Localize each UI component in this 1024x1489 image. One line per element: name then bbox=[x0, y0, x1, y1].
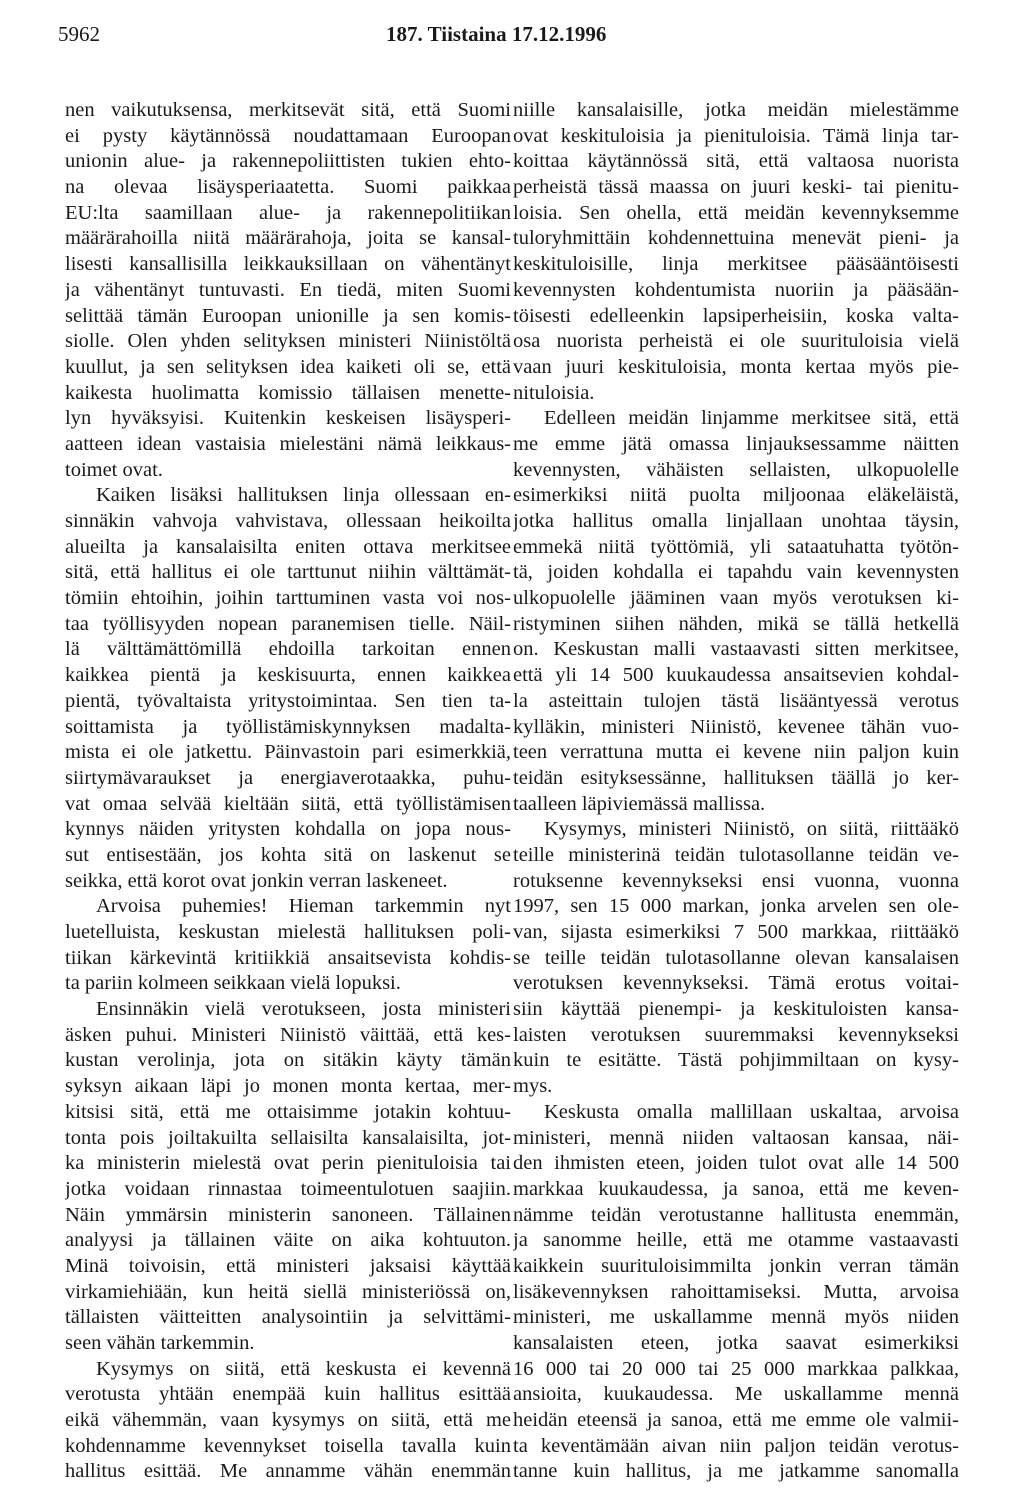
text-line: Arvoisa puhemies! Hieman tarkemmin nyt bbox=[96, 895, 511, 918]
text-line: osa nuorista perheistä ei ole suurituloisia vielä bbox=[513, 330, 959, 353]
text-line: siin käyttää pienempi- ja keskituloisten kansa- bbox=[513, 998, 959, 1021]
text-line: lä välttämättömillä ehdoilla tarkoitan ennen bbox=[65, 638, 511, 661]
text-line: pientä, työvaltaista yritystoimintaa. Sen tien ta- bbox=[65, 689, 511, 712]
text-line: nituloisia. bbox=[513, 381, 595, 404]
text-line: keskituloisille, linja merkitsee pääsääntöisesti bbox=[513, 253, 959, 276]
text-line: soittamista ja työllistämiskynnyksen madalta- bbox=[65, 715, 511, 738]
text-line: tällaisten väitteitten analysointiin ja selvittämi- bbox=[65, 1306, 511, 1329]
text-line: kaikesta huolimatta komissio tällaisen menette- bbox=[65, 381, 511, 404]
text-line: tuloryhmittäin kohdennettuina menevät pieni- ja bbox=[513, 227, 959, 250]
text-line: vat omaa selvää kieltään siitä, että työllistämisen bbox=[65, 792, 511, 815]
text-line: Kaiken lisäksi hallituksen linja ollessaan en- bbox=[96, 484, 511, 507]
text-line: kylläkin, ministeri Niinistö, kevenee tähän vuo- bbox=[513, 715, 959, 738]
text-line: vaan juuri keskituloisia, monta kertaa myös pie- bbox=[513, 355, 959, 378]
text-line: markkaa kuukaudessa, ja sanoa, että me keven- bbox=[513, 1177, 959, 1200]
text-line: kustan verolinja, jota on sitäkin käyty tämän bbox=[65, 1049, 511, 1072]
text-line: lisäkevennyksen rahoittamiseksi. Mutta, arvoisa bbox=[513, 1280, 959, 1303]
text-line: äsken puhui. Ministeri Niinistö väittää, että kes- bbox=[65, 1023, 511, 1046]
text-line: verotuksen kevennykseksi. Tämä erotus voitai- bbox=[513, 972, 959, 995]
text-line: tonta pois joiltakuilta sellaisilta kansalaisilta, jot- bbox=[65, 1126, 511, 1149]
text-line: koittaa käytännössä sitä, että valtaosa nuorista bbox=[513, 150, 959, 173]
text-line: teen verrattuna mutta ei kevene niin paljon kuin bbox=[513, 741, 959, 764]
text-line: että yli 14 500 kuukaudessa ansaitsevien kohdal- bbox=[513, 664, 959, 687]
text-line: nämme teidän verotustanne hallitusta enemmän, bbox=[513, 1203, 959, 1226]
text-line: kevennysten kohdentumista nuoriin ja pääsään- bbox=[513, 278, 959, 301]
text-line: eikä vähemmän, vaan kysymys on siitä, että me bbox=[65, 1409, 511, 1432]
text-line: toimet ovat. bbox=[65, 458, 163, 481]
text-line: perheistä tässä maassa on juuri keski- tai pienitu- bbox=[513, 176, 959, 199]
page-number: 5962 bbox=[58, 22, 100, 46]
text-line: unionin alue- ja rakennepoliittisten tukien ehto- bbox=[65, 150, 511, 173]
running-head: 187. Tiistaina 17.12.1996 bbox=[386, 22, 607, 46]
text-line: emmekä niitä työttömiä, yli sataatuhatta työtön- bbox=[513, 535, 959, 558]
text-line: seen vähän tarkemmin. bbox=[65, 1332, 255, 1354]
text-line: heidän eteensä ja sanoa, että me emme ole valmii- bbox=[513, 1409, 959, 1432]
text-line: lisesti kansallisilla leikkauksillaan on vähentänyt bbox=[65, 253, 511, 276]
text-line: lyn hyväksyisi. Kuitenkin keskeisen lisäysperi- bbox=[65, 407, 511, 430]
text-line: 16 000 tai 20 000 tai 25 000 markkaa palkkaa, bbox=[513, 1357, 959, 1380]
text-line: mys. bbox=[513, 1075, 553, 1098]
text-line: seikka, että korot ovat jonkin verran laskeneet. bbox=[65, 869, 448, 892]
text-line: siolle. Olen yhden selityksen ministeri Niinistöltä bbox=[65, 330, 511, 353]
text-line: kevennysten, vähäisten sellaisten, ulkopuolelle bbox=[513, 458, 959, 481]
text-line: sitä, että hallitus ei ole tarttunut niihin välttämät- bbox=[65, 561, 511, 584]
text-line: EU:lta saamillaan alue- ja rakennepolitiikan bbox=[65, 201, 511, 224]
text-line: kuullut, ja sen selityksen idea kaiketi oli se, että bbox=[65, 355, 511, 378]
text-line: siirtymävaraukset ja energiaverotaakka, puhu- bbox=[65, 766, 511, 789]
text-column-right bbox=[513, 98, 959, 1485]
text-line: me emme jätä omassa linjauksessamme näitten bbox=[513, 432, 959, 455]
text-line: den ihmisten eteen, joiden tulot ovat alle 14 500 bbox=[513, 1152, 959, 1175]
text-line: ta pariin kolmeen seikkaan vielä lopuksi. bbox=[65, 972, 401, 995]
text-line: tä, joiden kohdalla ei tapahdu vain kevennysten bbox=[513, 561, 959, 584]
text-line: kuin te esitätte. Tästä pohjimmiltaan on kysy- bbox=[513, 1049, 959, 1072]
text-line: alueilta ja kansalaisilta eniten ottava merkitsee bbox=[65, 535, 511, 558]
text-line: verotusta yhtään enempää kuin hallitus esittää bbox=[65, 1383, 511, 1406]
text-line: se teille teidän tulotasollanne olevan kansalaisen bbox=[513, 946, 959, 969]
text-line: teidän esityksessänne, hallituksen täällä jo ker- bbox=[513, 766, 959, 789]
text-line: sut entisestään, jos kohta sitä on laskenut se bbox=[65, 843, 511, 866]
text-line: van, sijasta esimerkiksi 7 500 markkaa, riittääkö bbox=[513, 921, 959, 943]
text-line: kohdennamme kevennykset toisella tavalla kuin bbox=[65, 1434, 511, 1457]
text-line: jotka voidaan rinnastaa toimeentulotuen saajiin. bbox=[65, 1177, 511, 1200]
text-line: syksyn aikaan läpi jo monen monta kertaa, mer- bbox=[65, 1075, 511, 1098]
text-line: kaikkein suurituloisimmilta jonkin verran tämän bbox=[513, 1254, 959, 1277]
text-line: ja vähentänyt tuntuvasti. En tiedä, miten Suomi bbox=[65, 278, 511, 301]
text-line: aatteen idean vastaisia mielestäni nämä leikkaus- bbox=[65, 432, 511, 455]
text-line: Keskusta omalla mallillaan uskaltaa, arvoisa bbox=[544, 1100, 959, 1123]
text-line: kaikkea pientä ja keskisuurta, ennen kaikkea bbox=[65, 664, 511, 687]
text-line: analyysi ja tällainen väite on aika kohtuuton. bbox=[65, 1229, 511, 1252]
text-line: ministeri, me uskallamme mennä myös niiden bbox=[513, 1306, 959, 1329]
text-line: esimerkiksi niitä puolta miljoonaa eläkeläistä, bbox=[513, 484, 959, 507]
text-line: niille kansalaisille, jotka meidän mielestämme bbox=[513, 99, 959, 121]
text-line: luetelluista, keskustan mielestä hallituksen poli- bbox=[65, 921, 511, 943]
text-line: ja sanomme heille, että me otamme vastaavasti bbox=[513, 1229, 959, 1252]
text-line: rotuksenne kevennykseksi ensi vuonna, vuonna bbox=[513, 869, 959, 892]
text-line: ministeri, mennä niiden valtaosan kansaa, näi- bbox=[513, 1126, 959, 1149]
text-line: ovat keskituloisia ja pienituloisia. Tämä linja tar- bbox=[513, 124, 959, 147]
text-line: töisesti edelleenkin lapsiperheisiin, koska valta- bbox=[513, 304, 959, 327]
text-line: on. Keskustan malli vastaavasti sitten merkitsee, bbox=[513, 638, 959, 661]
text-line: nen vaikutuksensa, merkitsevät sitä, että Suomi bbox=[65, 99, 511, 121]
text-line: ulkopuolelle jääminen vaan myös verotuksen ki- bbox=[513, 587, 959, 610]
text-line: kitsisi sitä, että me ottaisimme jotakin kohtuu- bbox=[65, 1100, 511, 1123]
text-line: taa työllisyyden nopean paranemisen tielle. Näil- bbox=[65, 612, 511, 635]
text-line: taalleen läpiviemässä mallissa. bbox=[513, 792, 766, 815]
text-line: tanne kuin hallitus, ja me jatkamme sanomalla bbox=[513, 1460, 959, 1483]
page-header bbox=[0, 22, 1024, 52]
text-line: jotka hallitus omalla linjallaan unohtaa täysin, bbox=[513, 510, 959, 532]
text-line: ansioita, kuukaudessa. Me uskallamme mennä bbox=[513, 1383, 959, 1406]
text-line: laisten verotuksen suuremmaksi kevennykseksi bbox=[513, 1023, 959, 1046]
text-line: Kysymys on siitä, että keskusta ei kevennä bbox=[96, 1357, 511, 1380]
text-line: Edelleen meidän linjamme merkitsee sitä, että bbox=[544, 407, 959, 430]
text-line: tiikan kärkevintä kritiikkiä ansaitsevista kohdis- bbox=[65, 946, 511, 969]
text-line: ristyminen siihen nähden, mikä se tällä hetkellä bbox=[513, 612, 959, 635]
text-line: ka ministerin mielestä ovat perin pienituloisia tai bbox=[65, 1152, 511, 1175]
text-line: hallitus esittää. Me annamme vähän enemmän bbox=[65, 1460, 511, 1483]
text-line: Minä toivoisin, että ministeri jaksaisi käyttää bbox=[65, 1254, 511, 1277]
text-line: la asteittain tulojen tästä lisääntyessä verotus bbox=[513, 689, 959, 712]
text-line: ei pysty käytännössä noudattamaan Euroopan bbox=[65, 124, 511, 147]
text-line: tömiin ehtoihin, joihin tarttuminen vasta voi nos- bbox=[65, 587, 511, 610]
text-line: Kysymys, ministeri Niinistö, on siitä, riittääkö bbox=[544, 818, 959, 841]
text-line: kynnys näiden yritysten kohdalla on jopa nous- bbox=[65, 818, 511, 841]
text-line: Näin ymmärsin ministerin sanoneen. Tällainen bbox=[65, 1203, 511, 1226]
text-line: sinnäkin vahvoja vahvistava, ollessaan heikoilta bbox=[65, 510, 511, 532]
text-line: ta keventämään aivan niin paljon teidän verotus- bbox=[513, 1434, 959, 1457]
text-line: loisia. Sen ohella, että meidän kevennyksemme bbox=[513, 201, 959, 224]
text-line: virkamiehiään, kun heitä siellä ministeriössä on, bbox=[65, 1280, 511, 1303]
text-line: selittää tämän Euroopan unionille ja sen komis- bbox=[65, 304, 511, 327]
text-line: kansalaisten eteen, jotka saavat esimerkiksi bbox=[513, 1332, 959, 1354]
text-line: na olevaa lisäysperiaatetta. Suomi paikkaa bbox=[65, 176, 511, 199]
text-line: mista ei ole jatkettu. Päinvastoin pari esimerkkiä, bbox=[65, 741, 511, 764]
text-column-left bbox=[65, 98, 511, 1485]
text-line: Ensinnäkin vielä verotukseen, josta ministeri bbox=[96, 998, 511, 1021]
text-line: teille ministerinä teidän tulotasollanne teidän ve- bbox=[513, 843, 959, 866]
text-line: määrärahoilla niitä määrärahoja, joita se kansal- bbox=[65, 227, 511, 250]
text-line: 1997, sen 15 000 markan, jonka arvelen sen ole- bbox=[513, 895, 959, 918]
